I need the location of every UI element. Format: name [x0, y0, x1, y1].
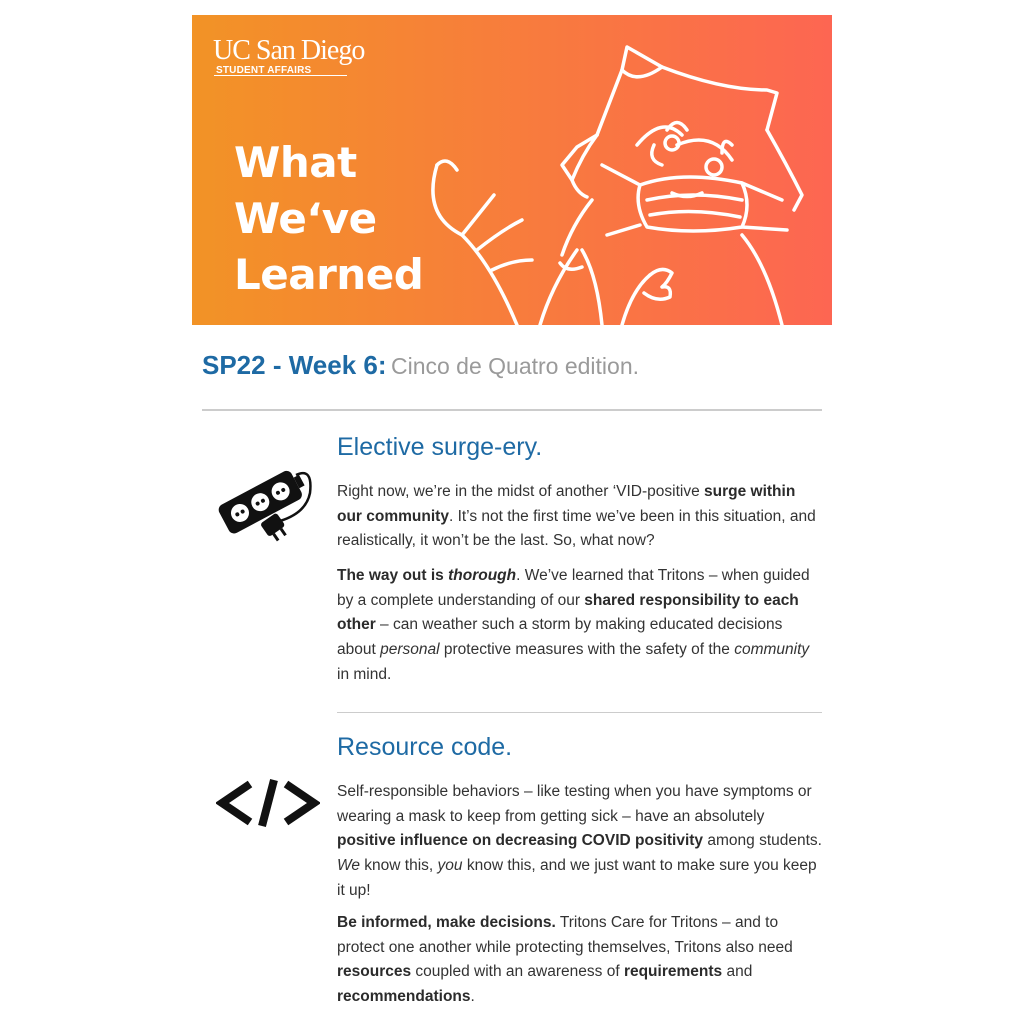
section-divider — [337, 712, 822, 713]
text-run: know this, and we just want to make sure you keep it up! — [337, 857, 817, 899]
text-run-bold-italic: thorough — [448, 567, 517, 584]
uc-san-diego-logo[interactable]: UC San Diego — [213, 35, 365, 66]
section-paragraph — [337, 780, 824, 904]
power-strip-icon — [218, 455, 318, 550]
banner-title-line: We‘ve — [234, 194, 377, 243]
header-banner — [192, 15, 832, 325]
section-paragraph — [337, 564, 824, 688]
text-run-bold: Be informed, make decisions. — [337, 914, 556, 931]
text-run-bold: recommendations — [337, 988, 471, 1006]
text-run: . We’ve learned that Tritons – when guided by a complete understanding of our — [337, 567, 810, 609]
text-run-bold: shared responsibility to each other — [337, 591, 799, 634]
text-run: coupled with an awareness of — [411, 963, 624, 981]
code-brackets-icon — [216, 778, 320, 828]
text-run-bold: resources — [337, 963, 412, 981]
section-paragraph — [337, 911, 824, 1010]
text-run-italic: We — [337, 857, 360, 875]
text-run-italic: you — [437, 857, 463, 875]
student-affairs-label: STUDENT AFFAIRS — [216, 65, 312, 76]
text-run: and — [722, 963, 753, 981]
text-run: . — [470, 988, 475, 1006]
text-run: know this, — [359, 857, 438, 875]
edition-heading — [202, 350, 639, 381]
text-run-italic: community — [734, 641, 810, 659]
section-paragraph — [337, 480, 824, 554]
masked-raccoon-icon — [422, 35, 822, 325]
text-run: Right now, we’re in the midst of another ‘VID-positive — [337, 483, 705, 500]
banner-title-line: Learned — [234, 250, 424, 299]
text-run-italic: personal — [380, 641, 440, 659]
edition-subtitle: Cinco de Quatro edition. — [390, 353, 640, 379]
text-run: Tritons Care for Tritons – and to protect one another while protecting themselves, Tritons also need — [337, 914, 793, 956]
text-run: protective measures with the safety of the — [439, 641, 735, 659]
text-run: – can weather such a storm by making educated decisions about — [337, 616, 783, 659]
text-run: in mind. — [337, 665, 392, 683]
text-run-bold: requirements — [623, 963, 723, 981]
text-run-bold: positive influence on decreasing COVID positivity — [337, 832, 704, 850]
text-run: Self-responsible behaviors – like testing when you have symptoms or wearing a mask to keep from getting sick – have an absolutely — [337, 783, 812, 825]
text-run-bold: surge within our community — [337, 483, 796, 525]
text-run-bold: The way out is — [337, 567, 449, 584]
section-title: Resource code. — [337, 733, 513, 761]
section-title: Elective surge-ery. — [337, 433, 543, 461]
text-run: . It’s not the first time we’ve been in this situation, and realistically, it won’t be the last. So, what now? — [337, 507, 816, 550]
text-run: among students. — [703, 832, 822, 850]
week-label: SP22 - Week 6: — [202, 350, 387, 380]
banner-title — [234, 135, 423, 303]
banner-title-line: What — [234, 138, 357, 187]
section-divider — [202, 409, 822, 411]
